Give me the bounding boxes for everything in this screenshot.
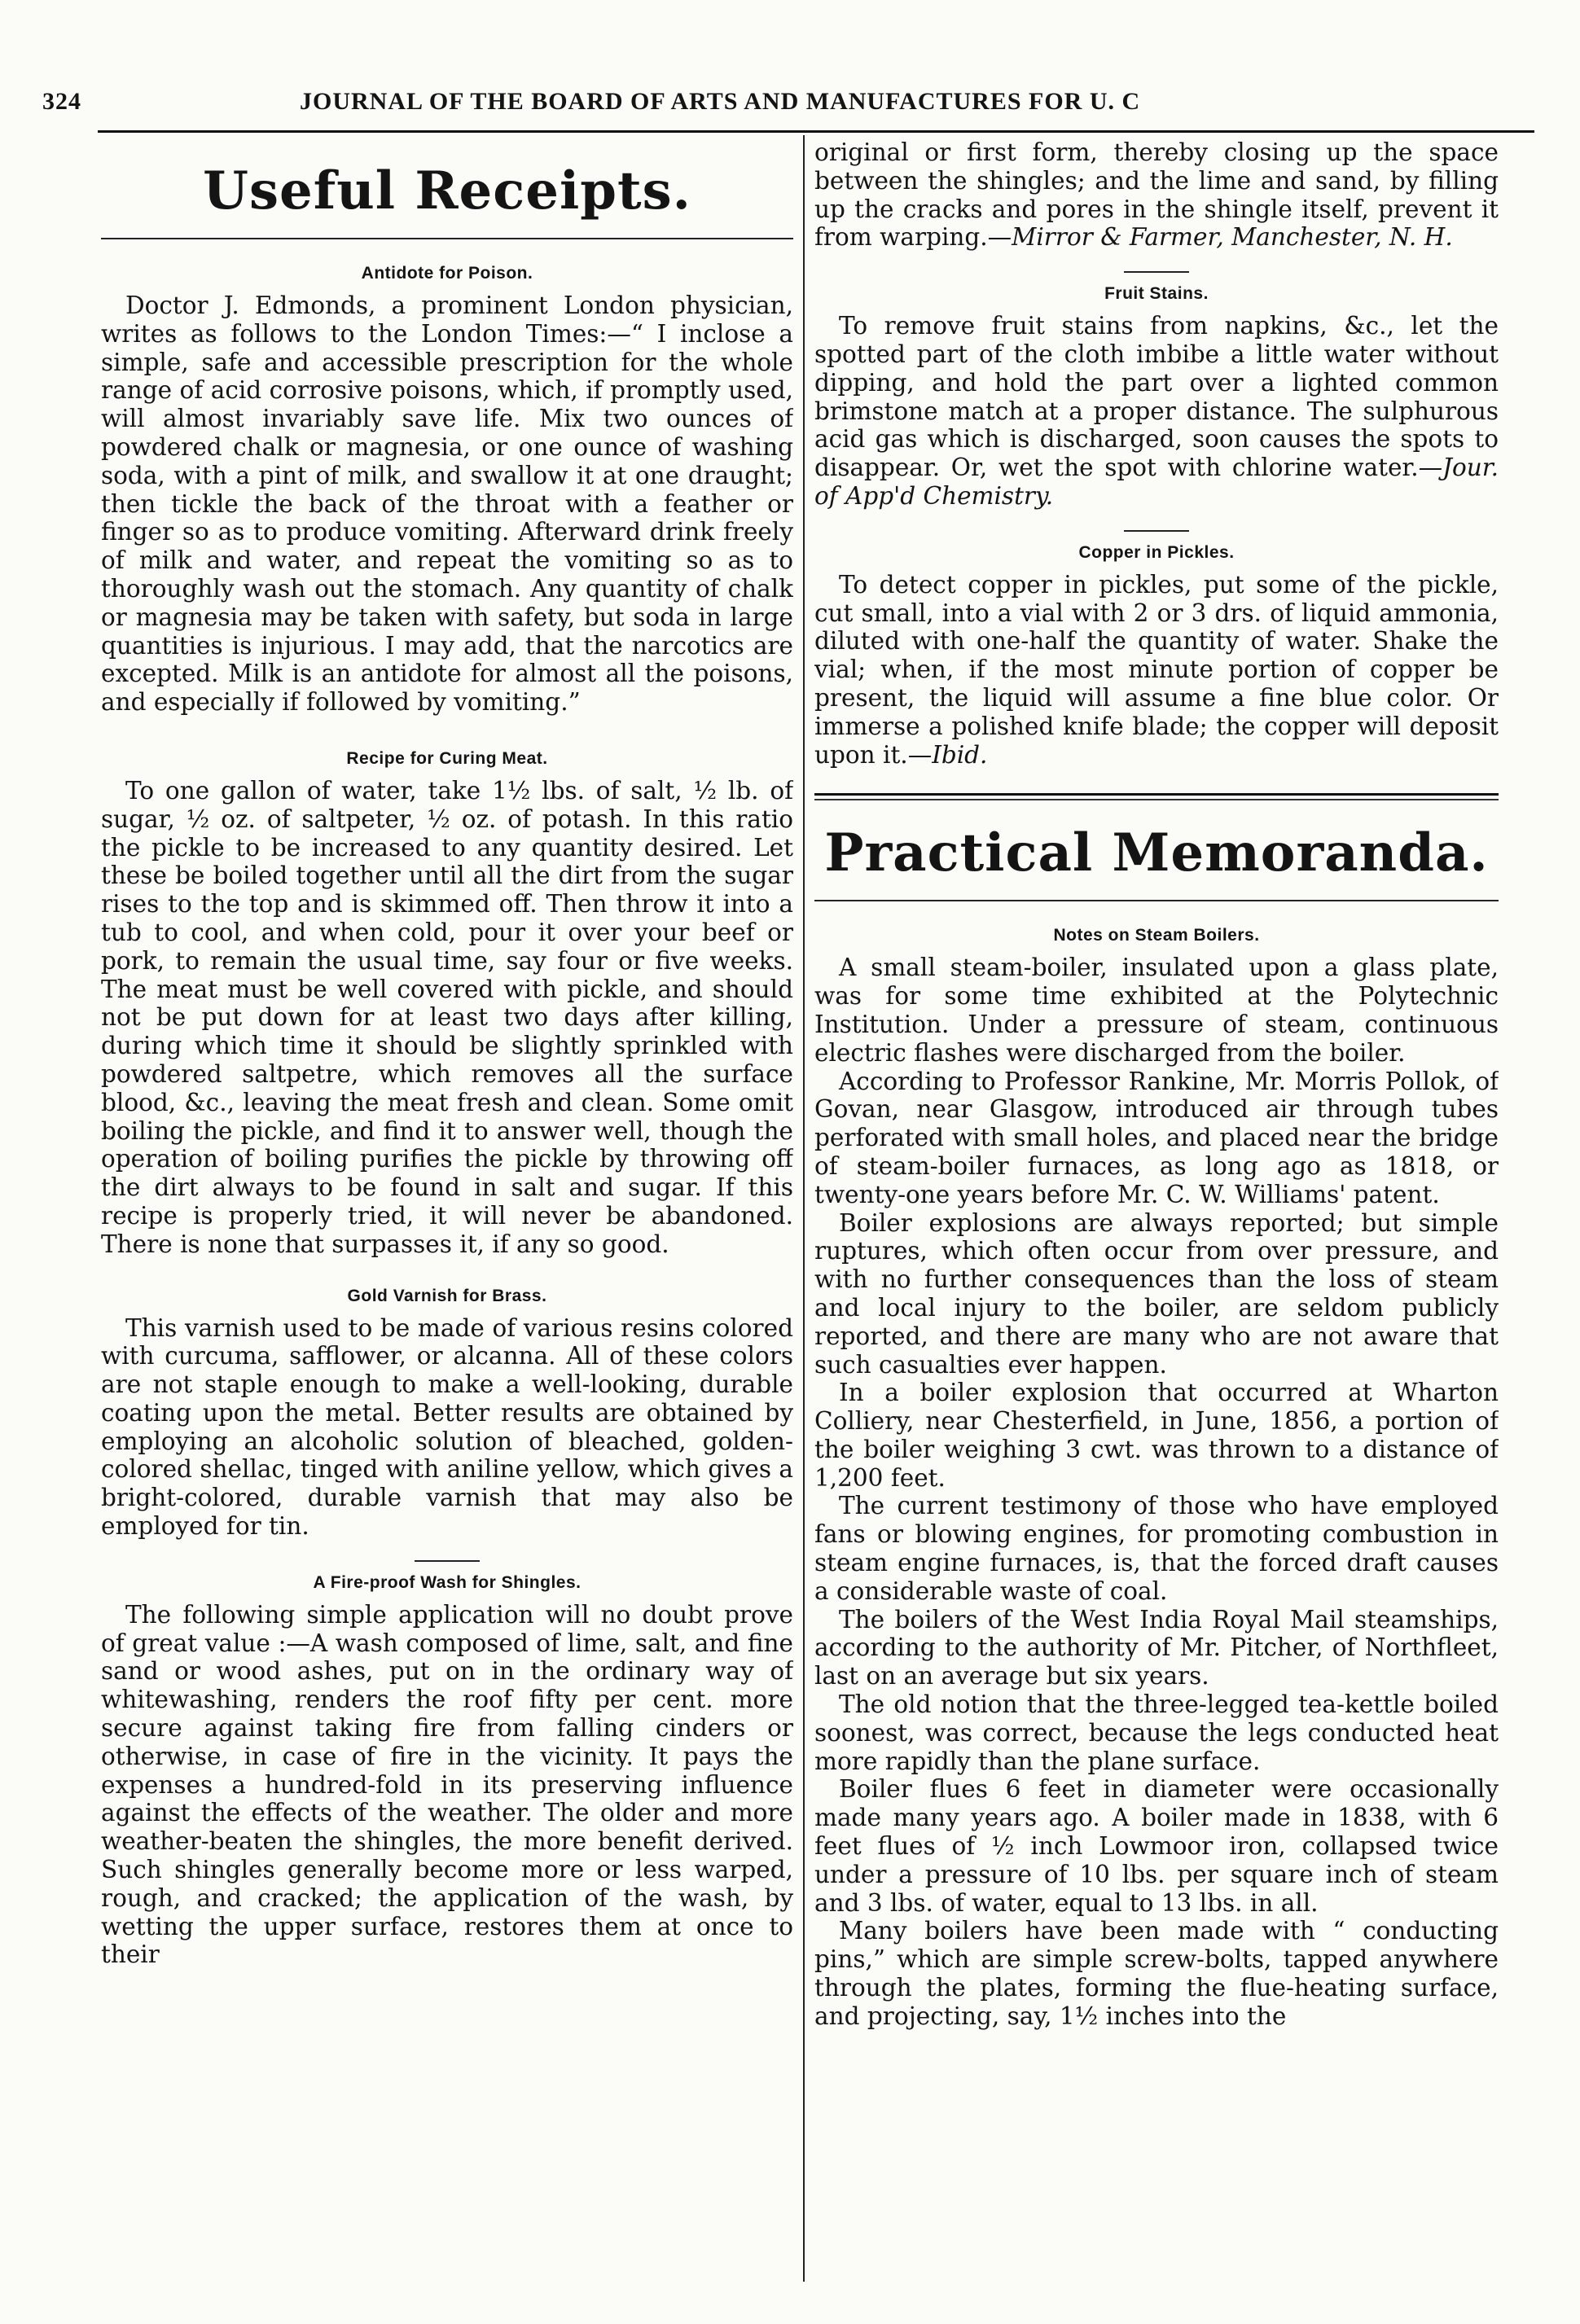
column-divider bbox=[803, 135, 805, 2282]
article-title-gold-varnish: Gold Varnish for Brass. bbox=[347, 1286, 547, 1305]
steam-boilers-para-4: In a boiler explosion that occurred at Wharton Colliery, near Chesterfield, in June, 1856, a portion of the boiler weighing 3 cwt. was thrown to a distance of 1,200 feet. bbox=[814, 1379, 1499, 1492]
section-double-rule bbox=[814, 793, 1499, 800]
article-title-antidote: Antidote for Poison. bbox=[361, 264, 533, 283]
section-rule bbox=[101, 238, 793, 239]
steam-boilers-para-7: The old notion that the three-legged tea-kettle boiled soonest, was correct, because the legs conducted heat more rapidly than the plane surface. bbox=[814, 1690, 1499, 1775]
article-body-copper-pickles bbox=[814, 571, 1499, 770]
fruit-stains-text: To remove fruit stains from napkins, &c., let the spotted part of the cloth imbibe a little water without dipping, and hold the part over a lighted common brimstone match at a proper distance. The sulphurous acid gas which is discharged, soon causes the spots to disappear. Or, wet the spot with chlorine water. bbox=[814, 312, 1499, 482]
journal-title: JOURNAL OF THE BOARD OF ARTS AND MANUFACTURES FOR U. C bbox=[300, 88, 1141, 115]
page-header bbox=[42, 81, 1525, 122]
article-body-fruit-stains bbox=[814, 312, 1499, 511]
article-separator bbox=[1124, 530, 1189, 532]
continued-text bbox=[814, 138, 1499, 252]
article-separator bbox=[1124, 271, 1189, 273]
article-separator bbox=[415, 1560, 480, 1562]
page-number: 324 bbox=[42, 88, 81, 115]
right-column bbox=[814, 138, 1499, 2285]
article-title-copper-pickles: Copper in Pickles. bbox=[1078, 542, 1235, 562]
section-title-practical-memoranda: Practical Memoranda. bbox=[824, 822, 1489, 884]
article-title-fireproof-wash: A Fire-proof Wash for Shingles. bbox=[313, 1572, 582, 1592]
header-rule bbox=[98, 130, 1534, 133]
left-column bbox=[101, 138, 793, 2285]
fruit-stains-source: —Jour. of App'd Chemistry. bbox=[814, 454, 1499, 510]
article-body-curing-meat: To one gallon of water, take 1½ lbs. of salt, ½ lb. of sugar, ½ oz. of saltpeter, ½ oz. of potash. In this ratio the pickle to be increased to any quantity desired. Let these be boiled together until all the dirt from the sugar rises to the top and is skimmed off. Then throw it into a tub to cool, and when cold, pour it over your beef or pork, to remain the usual time, say four or five weeks. The meat must be well covered with pickle, and should not be put down for at least two days after killing, during which time it should be slightly sprinkled with powdered saltpetre, which removes all the surface blood, &c., leaving the meat fresh and clean. Some omit boiling the pickle, and find it to answer well, though the operation of boiling purifies the pickle by throwing off the dirt always to be found in salt and sugar. If this recipe is properly tried, it will never be abandoned. There is none that surpasses it, if any so good. bbox=[101, 776, 793, 1258]
steam-boilers-para-3: Boiler explosions are always reported; but simple ruptures, which often occur from over pressure, and with no further consequences than the loss of steam and local injury to the boiler, are seldom publicly reported, and there are many who are not aware that such casualties ever happen. bbox=[814, 1208, 1499, 1379]
article-title-fruit-stains: Fruit Stains. bbox=[1104, 284, 1209, 304]
section-title-useful-receipts: Useful Receipts. bbox=[203, 160, 691, 221]
steam-boilers-para-8: Boiler flues 6 feet in diameter were occasionally made many years ago. A boiler made in 1838, with 6 feet flues of ½ inch Lowmoor iron, collapsed twice under a pressure of 10 lbs. per square inch of steam and 3 lbs. of water, equal to 13 lbs. in all. bbox=[814, 1775, 1499, 1917]
steam-boilers-para-6: The boilers of the West India Royal Mail steamships, according to the authority of Mr. Pitcher, of Northfleet, last on an average but six years. bbox=[814, 1605, 1499, 1690]
article-title-curing-meat: Recipe for Curing Meat. bbox=[346, 748, 548, 768]
steam-boilers-para-2: According to Professor Rankine, Mr. Morris Pollok, of Govan, near Glasgow, introduced air through tubes perforated with small holes, and placed near the bridge of steam-boiler furnaces, as long ago as 1818, or twenty-one years before Mr. C. W. Williams' patent. bbox=[814, 1067, 1499, 1208]
steam-boilers-para-9: Many boilers have been made with “ conducting pins,” which are simple screw-bolts, tapped anywhere through the plates, forming the flue-heating surface, and projecting, say, 1½ inches into the bbox=[814, 1917, 1499, 2030]
copper-pickles-source: —Ibid. bbox=[907, 740, 988, 769]
copper-pickles-text: To detect copper in pickles, put some of the pickle, cut small, into a vial with 2 or 3 drs. of liquid ammonia, diluted with one-half the quantity of water. Shake the vial; when, if the most minute portion of copper be present, the liquid will assume a fine blue color. Or immerse a polished knife blade; the copper will deposit upon it. bbox=[814, 570, 1499, 769]
steam-boilers-para-5: The current testimony of those who have employed fans or blowing engines, for promoting combustion in steam engine furnaces, is, that the forced draft causes a considerable waste of coal. bbox=[814, 1492, 1499, 1605]
continued-body: original or first form, thereby closing up the space between the shingles; and the lime and sand, by filling up the cracks and pores in the shingle itself, prevent it from warping. bbox=[814, 138, 1499, 252]
article-body-gold-varnish: This varnish used to be made of various resins colored with curcuma, safflower, or alcanna. All of these colors are not staple enough to make a well-looking, durable coating upon the metal. Better results are obtained by employing an alcoholic solution of bleached, golden-colored shellac, tinged with aniline yellow, which gives a bright-colored, durable varnish that may also be employed for tin. bbox=[101, 1313, 793, 1541]
article-body-antidote: Doctor J. Edmonds, a prominent London physician, writes as follows to the London Times:—“ I inclose a simple, safe and accessible prescription for the whole range of acid corrosive poisons, which, if promptly used, will almost invariably save life. Mix two ounces of powdered chalk or magnesia, or one ounce of washing soda, with a pint of milk, and swallow it at one draught; then tickle the back of the throat with a feather or finger so as to produce vomiting. Afterward drink freely of milk and water, and repeat the vomiting so as to thoroughly wash out the stomach. Any quantity of chalk or magnesia may be taken with safety, but soda in large quantities is injurious. I may add, that the narcotics are excepted. Milk is an antidote for almost all the poisons, and especially if followed by vomiting.” bbox=[101, 292, 793, 717]
section-rule bbox=[814, 900, 1499, 901]
continued-source: —Mirror & Farmer, Manchester, N. H. bbox=[987, 223, 1453, 252]
article-title-steam-boilers: Notes on Steam Boilers. bbox=[1053, 926, 1260, 945]
article-body-fireproof-wash: The following simple application will no doubt prove of great value :—A wash composed of lime, salt, and fine sand or wood ashes, put on in the ordinary way of whitewashing, renders the roof fifty per cent. more secure against taking fire from falling cinders or otherwise, in case of fire in the vicinity. It pays the expenses a hundred-fold in its preserving influence against the effects of the weather. The older and more weather-beaten the shingles, the more benefit derived. Such shingles generally become more or less warped, rough, and cracked; the application of the wash, by wetting the upper surface, restores them at once to their bbox=[101, 1600, 793, 1969]
steam-boilers-para-1: A small steam-boiler, insulated upon a glass plate, was for some time exhibited at the Polytechnic Institution. Under a pressure of steam, continuous electric flashes were discharged from the boiler. bbox=[814, 954, 1499, 1067]
